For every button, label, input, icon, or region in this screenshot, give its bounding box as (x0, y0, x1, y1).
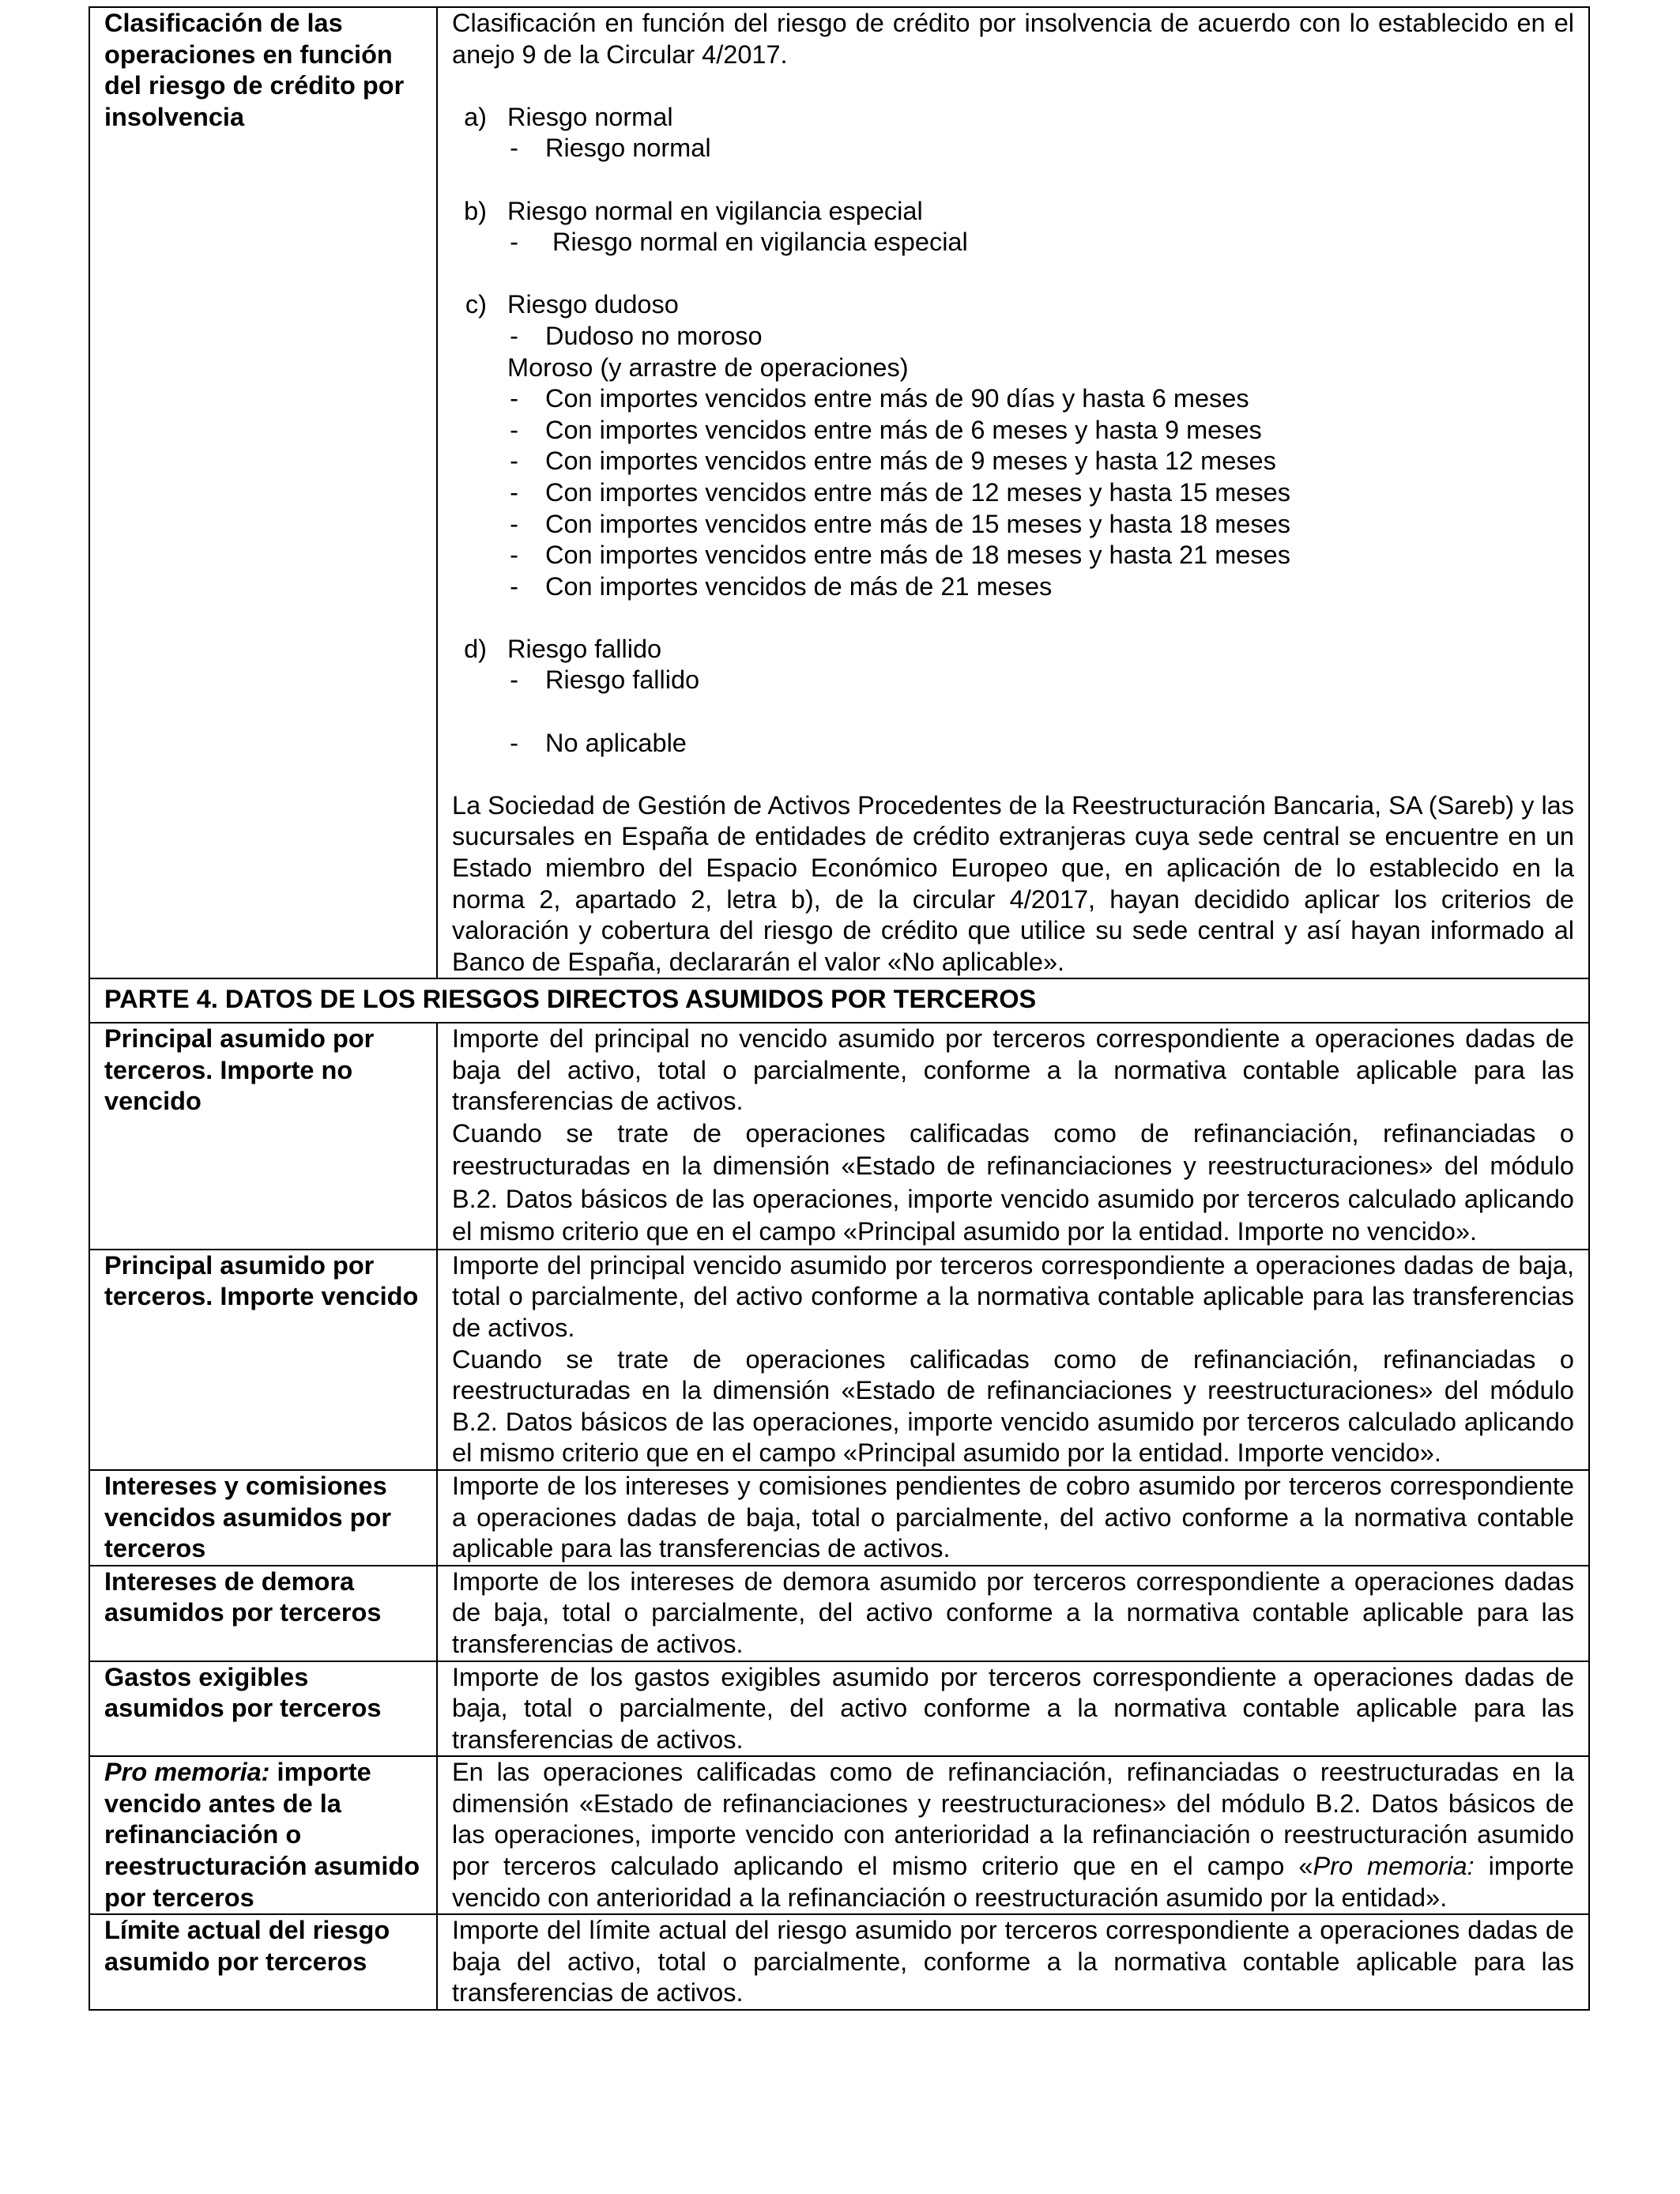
list-item: - Con importes vencidos entre más de 15 meses y hasta 18 meses (510, 509, 1290, 538)
table-row (89, 1566, 1589, 1661)
field-description: Importe del límite actual del riesgo asumido por terceros correspondiente a operaciones dadas de baja del activo, total o parcialmente, conforme a la normativa contable aplicable para las transferencias de activos. (437, 1914, 1589, 2010)
field-description (437, 7, 1589, 978)
table-row (89, 7, 1589, 978)
document-page (89, 6, 1590, 2011)
intro-text: Clasificación en función del riesgo de crédito por insolvencia de acuerdo con lo establecido en el anejo 9 de la Circular 4/2017. (452, 9, 1574, 69)
list-item: - Riesgo normal (510, 134, 711, 163)
table-row (89, 1661, 1589, 1757)
field-label: Límite actual del riesgo asumido por terceros (89, 1914, 437, 2010)
table-row (89, 1914, 1589, 2010)
field-label: Gastos exigibles asumidos por terceros (89, 1661, 437, 1757)
field-description: Importe del principal no vencido asumido por terceros correspondiente a operaciones dadas de baja del activo, total o parcialmente, conforme a la normativa contable aplicable para las transferencias de activos. Cuando se trate de operaciones calificadas como de refinanciación, refinanciadas o reestructuradas en la dimensión «Estado de refinanciaciones y reestructuraciones» del módulo B.2. Datos básicos de las operaciones, importe vencido asumido por terceros calculado aplicando el mismo criterio que en el campo «Principal asumido por la entidad. Importe no vencido». (437, 1023, 1589, 1250)
field-description: Importe del principal vencido asumido por terceros correspondiente a operaciones dadas de baja, total o parcialmente, del activo conforme a la normativa contable aplicable para las transferencias de activos. Cuando se trate de operaciones calificadas como de refinanciación, refinanciadas o reestructuradas en la dimensión «Estado de refinanciaciones y reestructuraciones» del módulo B.2. Datos básicos de las operaciones, importe vencido asumido por terceros calculado aplicando el mismo criterio que en el campo «Principal asumido por la entidad. Importe vencido». (437, 1250, 1589, 1470)
list-item: - Riesgo fallido (510, 665, 700, 695)
definitions-table (89, 6, 1590, 2011)
list-item: c) Riesgo dudoso (465, 290, 679, 319)
list-item: d) Riesgo fallido (464, 634, 662, 663)
list-item: - Dudoso no moroso (510, 321, 763, 350)
table-row (89, 1023, 1589, 1250)
list-item: - Con importes vencidos entre más de 18 meses y hasta 21 meses (510, 541, 1290, 570)
list-item: b) Riesgo normal en vigilancia especial (464, 196, 923, 225)
field-label: Principal asumido por terceros. Importe no vencido (89, 1023, 437, 1250)
table-row (89, 1470, 1589, 1566)
list-item: - Con importes vencidos de más de 21 meses (510, 571, 1053, 601)
list-item: - No aplicable (510, 728, 687, 757)
section-title: PARTE 4. DATOS DE LOS RIESGOS DIRECTOS ASUMIDOS POR TERCEROS (89, 978, 1589, 1023)
field-label: Intereses y comisiones vencidos asumidos por terceros (89, 1470, 437, 1566)
note-text: La Sociedad de Gestión de Activos Procedentes de la Reestructuración Bancaria, SA (Sareb) y las sucursales en España de entidades de crédito extranjeras cuya sede central se encuentre en un Estado miembro del Espacio Económico Europeo que, en aplicación de lo establecido en la norma 2, apartado 2, letra b), de la circular 4/2017, hayan decidido aplicar los criterios de valoración y cobertura del riesgo de crédito que utilice su sede central y así hayan informado al Banco de España, declararán el valor «No aplicable». (452, 790, 1574, 976)
subheading: Moroso (y arrastre de operaciones) (507, 352, 909, 382)
list-item: - Con importes vencidos entre más de 90 días y hasta 6 meses (510, 384, 1249, 413)
list-item: - Riesgo normal en vigilancia especial (510, 228, 968, 257)
list-item: - Con importes vencidos entre más de 12 meses y hasta 15 meses (510, 477, 1290, 507)
section-row (89, 978, 1589, 1023)
field-description: Importe de los intereses de demora asumido por terceros correspondiente a operaciones dadas de baja, total o parcialmente, del activo conforme a la normativa contable aplicable para las transferencias de activos. (437, 1566, 1589, 1661)
list-item: a) Riesgo normal (464, 102, 673, 131)
field-label: Pro memoria: importe vencido antes de la refinanciación o reestructuración asumido por terceros (89, 1756, 437, 1914)
field-label: Principal asumido por terceros. Importe vencido (89, 1250, 437, 1470)
field-label: Intereses de demora asumidos por terceros (89, 1566, 437, 1661)
field-description: En las operaciones calificadas como de refinanciación, refinanciadas o reestructuradas en la dimensión «Estado de refinanciaciones y reestructuraciones» del módulo B.2. Datos básicos de las operaciones, importe vencido con anterioridad a la refinanciación o reestructuración asumido por terceros calculado aplicando el mismo criterio que en el campo «Pro memoria: importe vencido con anterioridad a la refinanciación o reestructuración asumido por la entidad». (437, 1756, 1589, 1914)
list-item: - Con importes vencidos entre más de 9 meses y hasta 12 meses (510, 447, 1276, 476)
field-description: Importe de los intereses y comisiones pendientes de cobro asumido por terceros correspondiente a operaciones dadas de baja, total o parcialmente, del activo conforme a la normativa contable aplicable para las transferencias de activos. (437, 1470, 1589, 1566)
field-label: Clasificación de las operaciones en función del riesgo de crédito por insolvencia (89, 7, 437, 978)
table-row (89, 1756, 1589, 1914)
list-item: - Con importes vencidos entre más de 6 meses y hasta 9 meses (510, 415, 1262, 444)
table-row (89, 1250, 1589, 1470)
field-description: Importe de los gastos exigibles asumido por terceros correspondiente a operaciones dadas de baja, total o parcialmente, del activo conforme a la normativa contable aplicable para las transferencias de activos. (437, 1661, 1589, 1757)
